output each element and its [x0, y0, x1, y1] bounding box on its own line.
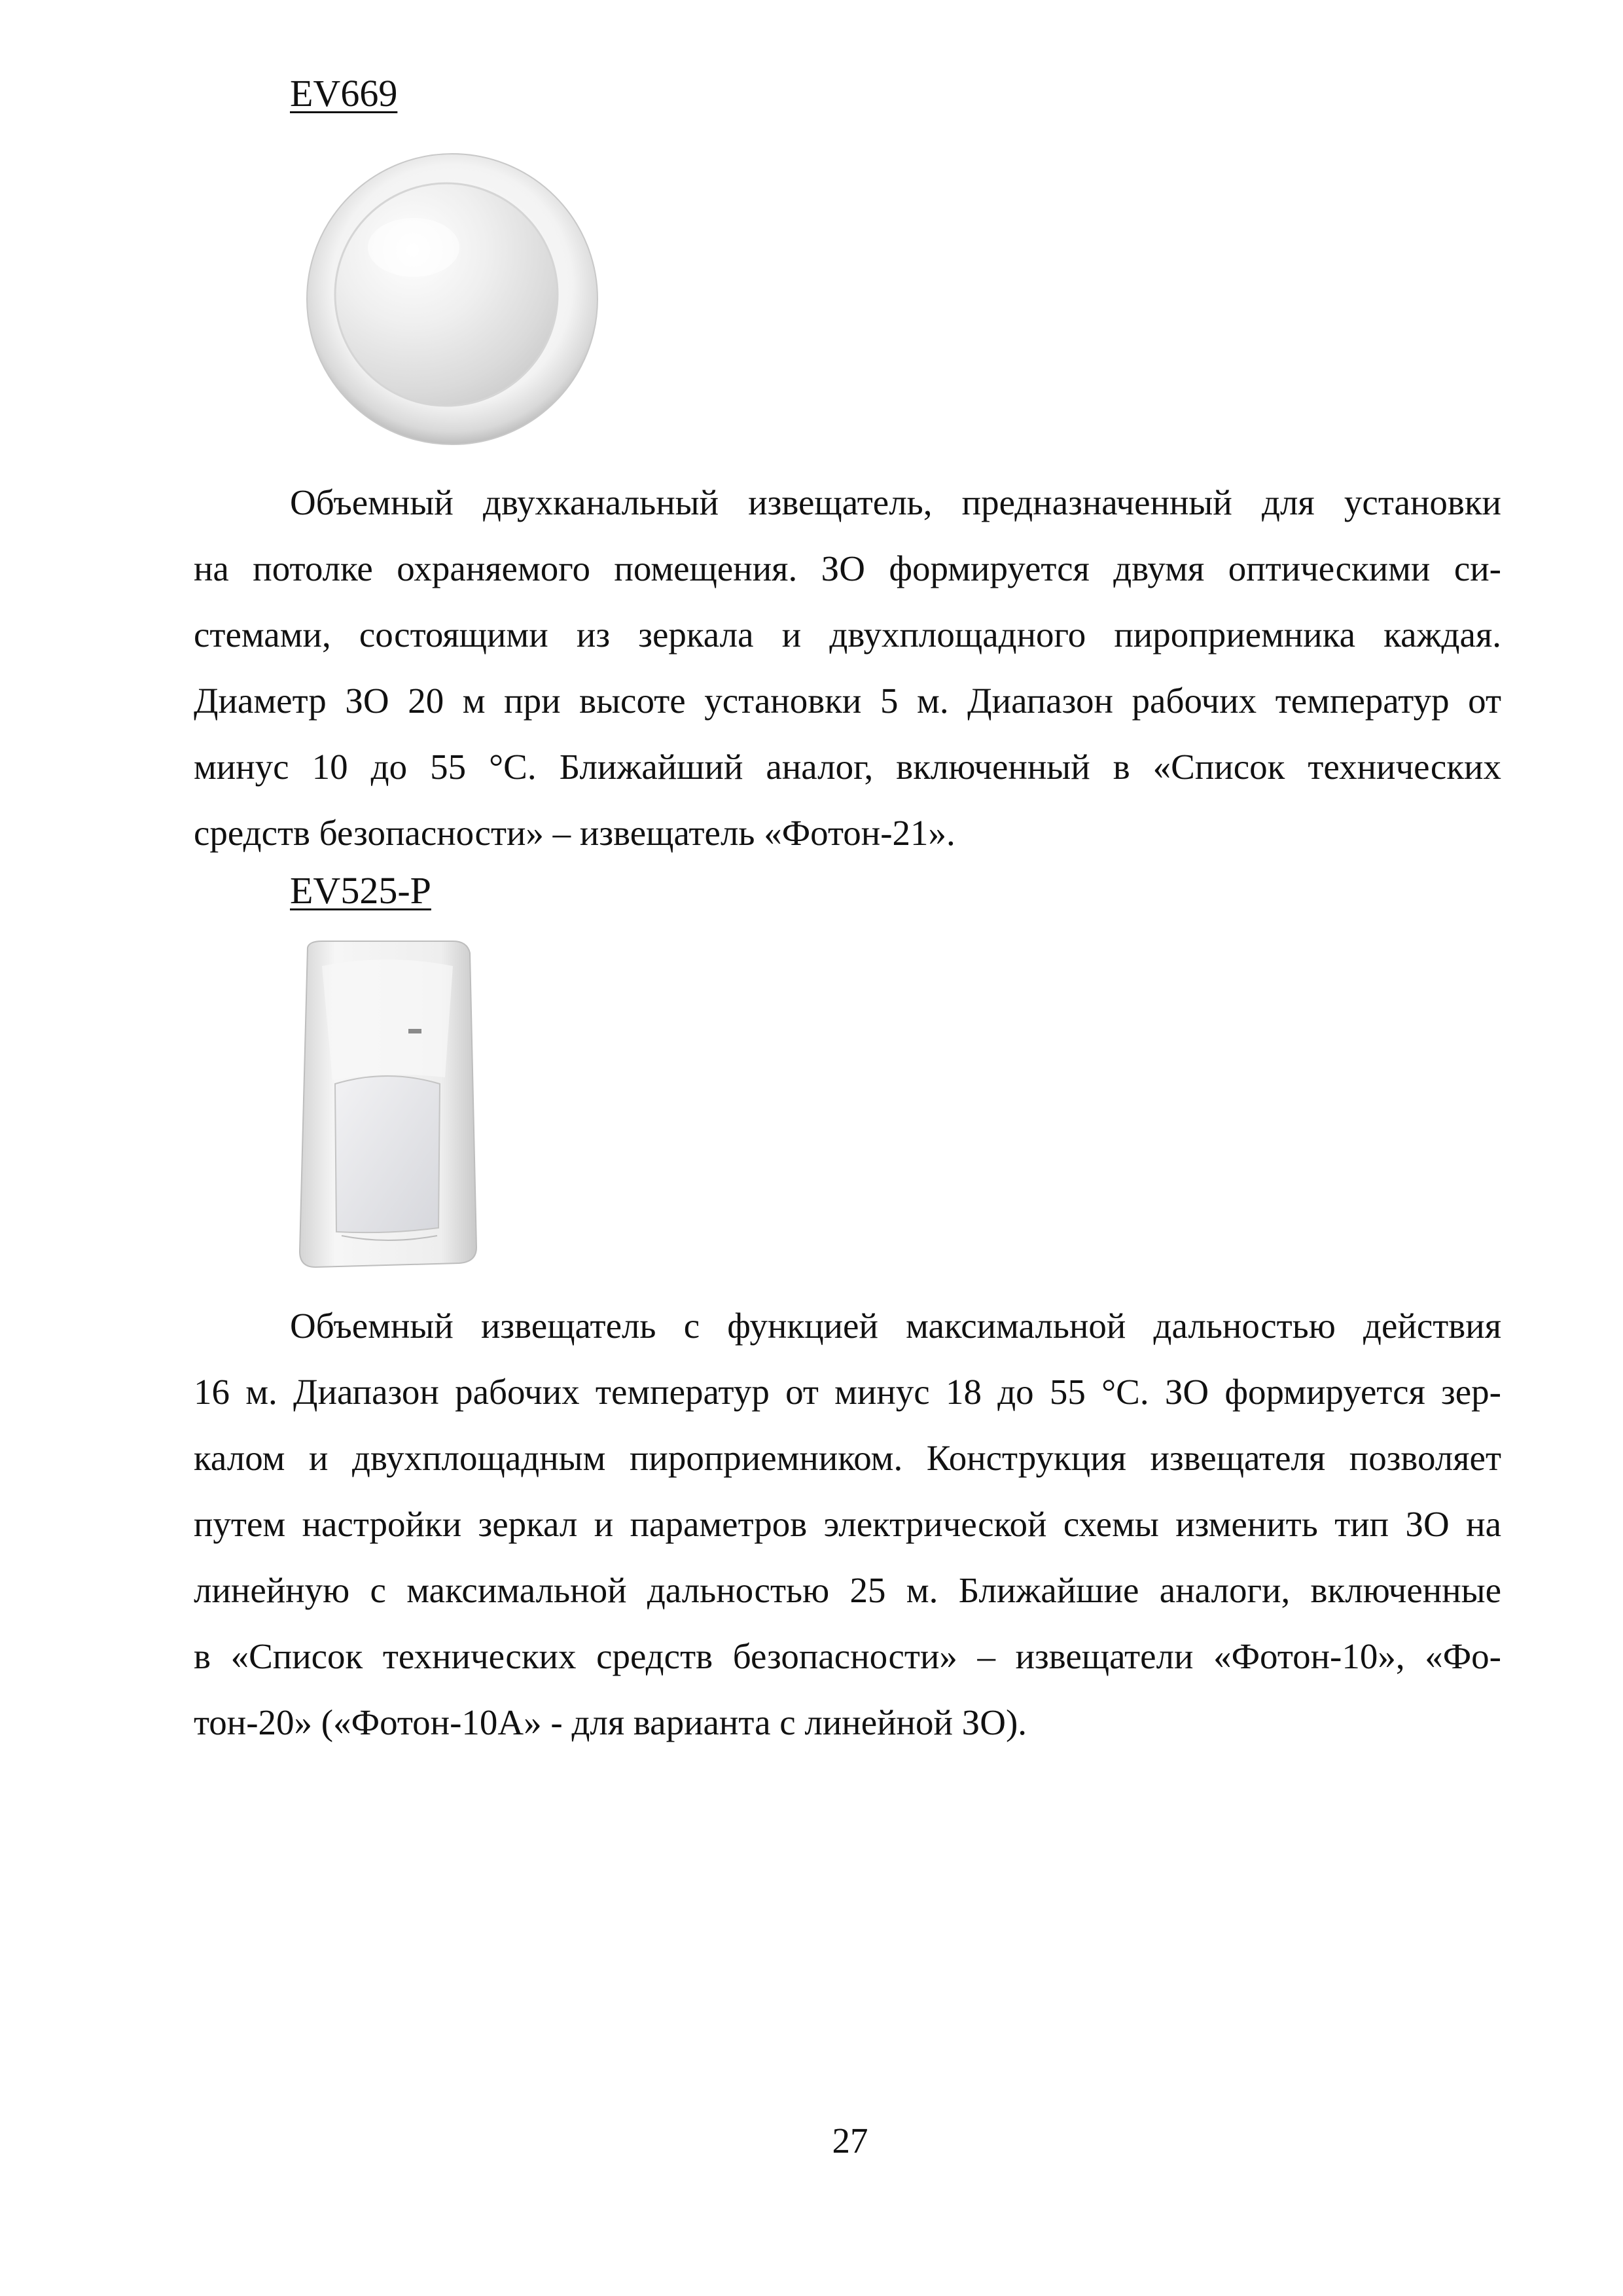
- description-ev525-p: [194, 1293, 1501, 1755]
- round-ceiling-motion-detector-icon: [302, 149, 602, 449]
- description-ev669: [194, 469, 1501, 866]
- page-number: 27: [832, 2121, 868, 2161]
- text-line: путем настройки зеркал и параметров электрической схемы изменить тип ЗО на: [194, 1504, 1501, 1544]
- text-line: средств безопасности» – извещатель «Фотон-21».: [194, 813, 955, 853]
- text-line: Объемный двухканальный извещатель, предназначенный для установки: [290, 482, 1501, 522]
- text-line: стемами, состоящими из зеркала и двухплощадного пироприемника каждая.: [194, 615, 1501, 655]
- text-line: минус 10 до 55 °С. Ближайший аналог, включенный в «Список технических: [194, 747, 1501, 787]
- wall-motion-detector-icon: [296, 940, 479, 1275]
- text-line: калом и двухплощадным пироприемником. Конструкция извещателя позволяет: [194, 1438, 1501, 1478]
- section-heading-ev669: EV669: [290, 72, 398, 115]
- section-heading-ev525-p: EV525-P: [290, 869, 431, 912]
- text-line: 16 м. Диапазон рабочих температур от минус 18 до 55 °С. ЗО формируется зер-: [194, 1372, 1501, 1412]
- text-line: тон-20» («Фотон-10А» - для варианта с линейной ЗО).: [194, 1702, 1027, 1742]
- text-line: на потолке охраняемого помещения. ЗО формируется двумя оптическими си-: [194, 548, 1501, 588]
- text-line: линейную с максимальной дальностью 25 м. Ближайшие аналоги, включенные: [194, 1570, 1501, 1610]
- text-line: Диаметр ЗО 20 м при высоте установки 5 м. Диапазон рабочих температур от: [194, 681, 1501, 721]
- text-line: Объемный извещатель с функцией максимальной дальностью действия: [290, 1306, 1501, 1346]
- text-line: в «Список технических средств безопасности» – извещатели «Фотон-10», «Фо-: [194, 1636, 1501, 1676]
